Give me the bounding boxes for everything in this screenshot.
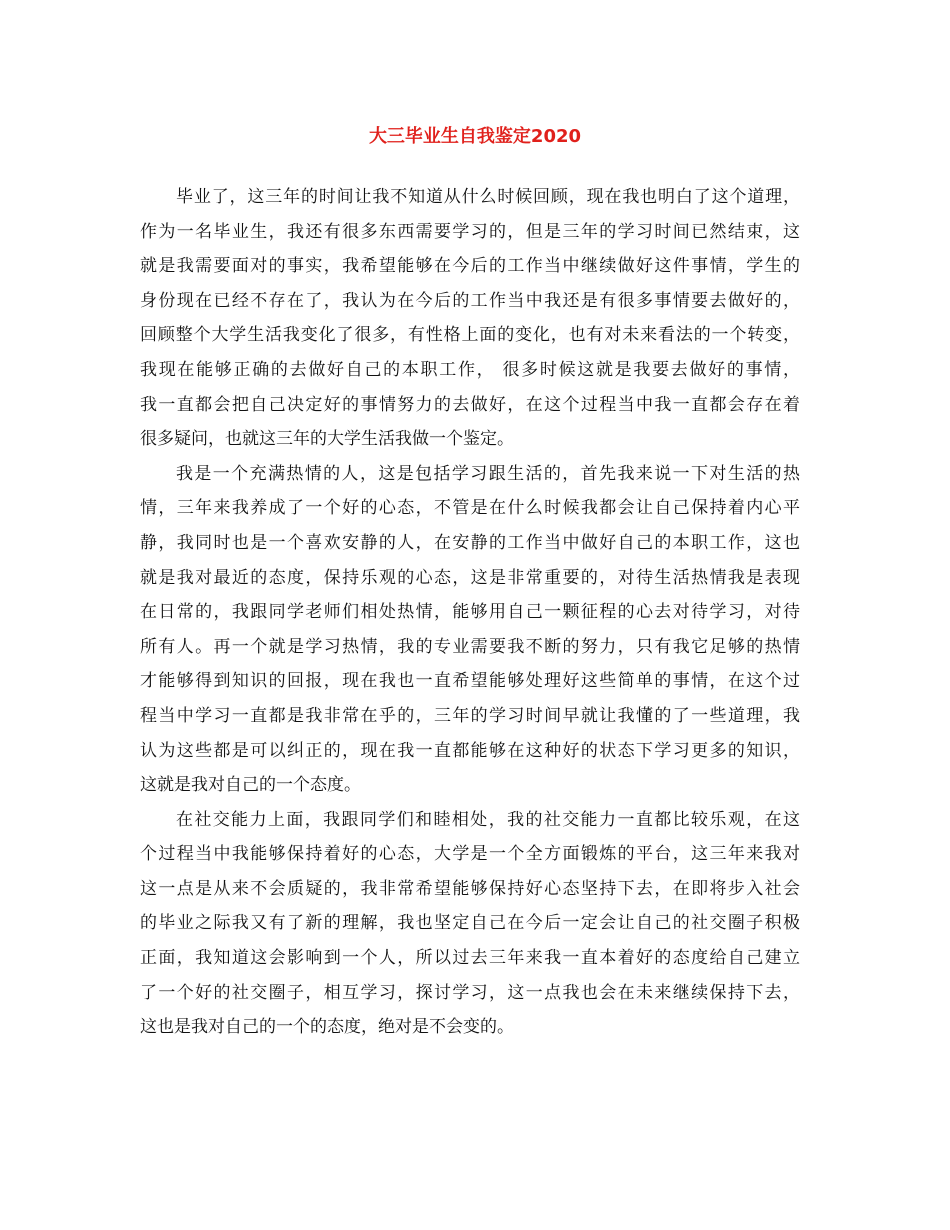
text-line: 在社交能力上面，我跟同学们和睦相处，我的社交能力一直都比较乐观，在这 <box>176 809 800 830</box>
text-line: 这一点是从来不会质疑的，我非常希望能够保持好心态坚持下去，在即将步入社会 <box>140 878 800 899</box>
text-line: 毕业了，这三年的时间让我不知道从什么时候回顾，现在我也明白了这个道理， <box>176 187 800 207</box>
text-line: 才能够得到知识的回报，现在我也一直希望能够处理好这些简单的事情，在这个过 <box>140 671 800 692</box>
text-line: 我一直都会把自己决定好的事情努力的去做好，在这个过程当中我一直都会存在着 <box>140 394 800 415</box>
text-line: 我是一个充满热情的人，这是包括学习跟生活的，首先我来说一下对生活的热 <box>176 463 800 484</box>
text-line: 所有人。再一个就是学习热情，我的专业需要我不断的努力，只有我它足够的热情 <box>140 636 800 657</box>
text-line: 了一个好的社交圈子，相互学习，探讨学习，这一点我也会在未来继续保持下去， <box>140 982 800 1003</box>
text-line: 认为这些都是可以纠正的，现在我一直都能够在这种好的状态下学习更多的知识， <box>140 740 800 761</box>
document-title: 大三毕业生自我鉴定2020 <box>368 126 582 147</box>
text-line: 身份现在已经不存在了，我认为在今后的工作当中我还是有很多事情要去做好的， <box>140 290 800 311</box>
text-line: 的毕业之际我又有了新的理解，我也坚定自己在今后一定会让自己的社交圈子积极 <box>140 913 800 934</box>
text-line: 我现在能够正确的去做好自己的本职工作， 很多时候这就是我要去做好的事情， <box>140 359 800 380</box>
text-line: 这就是我对自己的一个态度。 <box>140 775 361 796</box>
text-line: 正面，我知道这会影响到一个人，所以过去三年来我一直本着好的态度给自己建立 <box>140 948 800 969</box>
text-line: 个过程当中我能够保持着好的心态，大学是一个全方面锻炼的平台，这三年来我对 <box>140 844 800 865</box>
paragraph-3 <box>140 803 800 1045</box>
text-line: 静，我同时也是一个喜欢安静的人，在安静的工作当中做好自己的本职工作，这也 <box>140 532 800 553</box>
text-line: 这也是我对自己的一个的态度，绝对是不会变的。 <box>140 1017 514 1038</box>
document-body <box>140 180 800 1045</box>
text-line: 作为一名毕业生，我还有很多东西需要学习的，但是三年的学习时间已然结束，这 <box>140 221 800 242</box>
text-line: 在日常的，我跟同学老师们相处热情，能够用自己一颗征程的心去对待学习，对待 <box>140 602 800 623</box>
text-line: 就是我对最近的态度，保持乐观的心态，这是非常重要的，对待生活热情我是表现 <box>140 567 800 588</box>
text-line: 很多疑问，也就这三年的大学生活我做一个鉴定。 <box>140 429 514 450</box>
text-line: 情，三年来我养成了一个好的心态，不管是在什么时候我都会让自己保持着内心平 <box>140 498 800 519</box>
paragraph-2 <box>140 457 800 803</box>
text-line: 程当中学习一直都是我非常在乎的，三年的学习时间早就让我懂的了一些道理，我 <box>140 705 800 726</box>
text-line: 就是我需要面对的事实，我希望能够在今后的工作当中继续做好这件事情，学生的 <box>140 256 800 277</box>
text-line: 回顾整个大学生活我变化了很多，有性格上面的变化，也有对未来看法的一个转变， <box>140 325 800 346</box>
paragraph-1 <box>140 180 800 457</box>
